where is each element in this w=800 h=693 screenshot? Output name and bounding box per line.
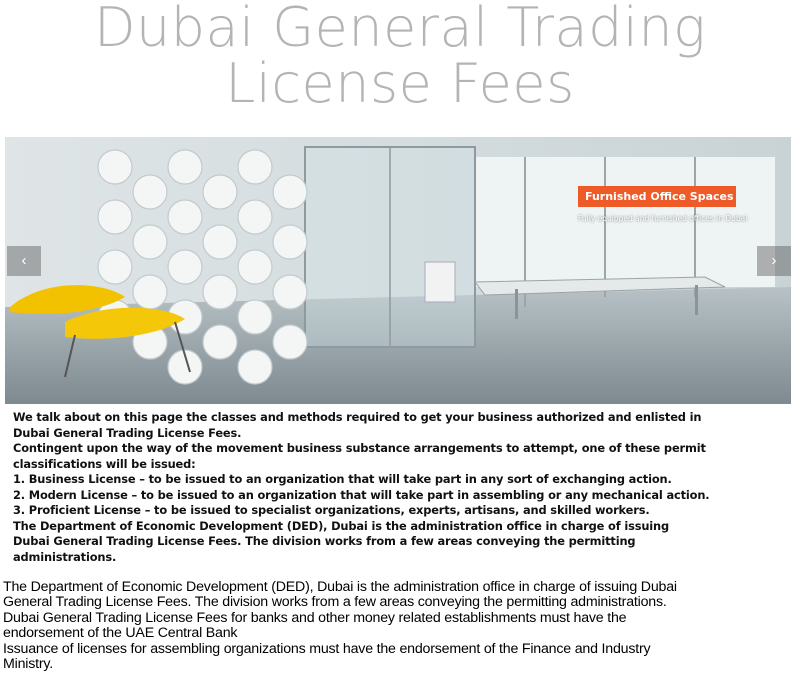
license-type-proficient: 3. Proficient License – to be issued to specialist organizations, experts, artisans, and skilled workers. [13,503,650,517]
license-type-business: 1. Business License – to be issued to an organization that will take part in any sort of exchanging action. [13,472,672,486]
slide-caption-subtitle: Fully equipped and furnished offices in Dubai [578,214,748,223]
slider-prev-button[interactable]: ‹ [7,246,41,276]
image-slider[interactable] [5,137,791,404]
body-line: The Department of Economic Development (DED), Dubai is the administration office in charge of issuing Dubai [3,579,677,595]
license-info-block [13,410,790,565]
body-line: endorsement of the UAE Central Bank [3,625,238,642]
page-title-line-1: Dubai General Trading [93,0,707,59]
body-line: General Trading License Fees. The division works from a few areas conveying the permitting administrations. [3,594,667,611]
info-line: Contingent upon the way of the movement business substance arrangements to attempt, one of these permit [13,441,706,455]
slider-next-button[interactable]: › [757,246,791,276]
page-title [0,0,800,125]
slide-caption [578,186,748,223]
office-photo [5,137,791,404]
page-title-line-2: License Fees [225,52,575,115]
info-line: Dubai General Trading License Fees. The division works from a few areas conveying the permitting [13,534,636,548]
license-type-modern: 2. Modern License – to be issued to an organization that will take part in assembling or any mechanical action. [13,487,710,502]
info-line: We talk about on this page the classes and methods required to get your business authorized and enlisted in [13,410,702,424]
body-line: Ministry. [3,656,53,673]
info-line: classifications will be issued: [13,456,196,471]
info-line: The Department of Economic Development (DED), Dubai is the administration office in charge of issuing [13,518,670,533]
body-line: Dubai General Trading License Fees for banks and other money related establishments must have the [3,609,627,626]
info-line: Dubai General Trading License Fees. [13,425,242,440]
info-line: administrations. [13,549,117,564]
slide-caption-title: Furnished Office Spaces [578,186,736,207]
body-text [3,580,797,672]
body-line: Issuance of licenses for assembling organizations must have the endorsement of the Finance and Industry [3,640,651,657]
